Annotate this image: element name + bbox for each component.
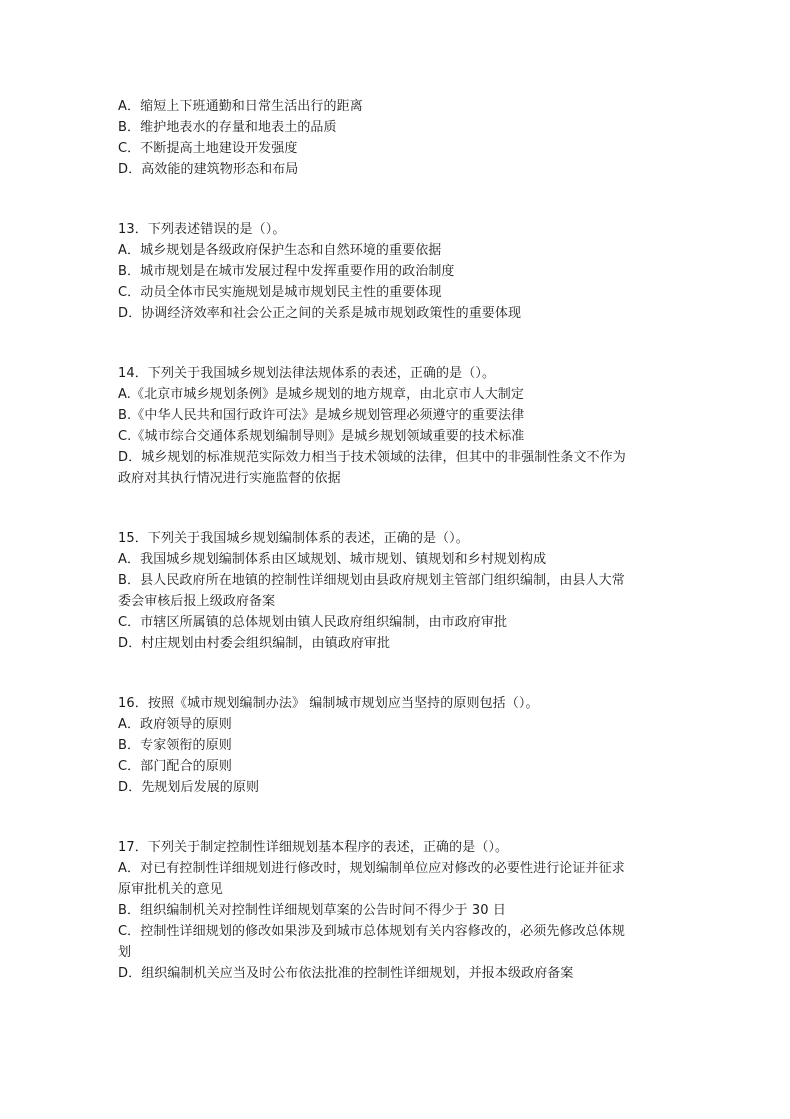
question-13 [118,219,678,324]
q14-stem: 14．下列关于我国城乡规划法律法规体系的表述，正确的是（）。 [118,366,496,381]
q16-option-d: D．先规划后发展的原则 [118,780,260,795]
q13-option-a: A．城乡规划是各级政府保护生态和自然环境的重要依据 [118,243,442,258]
q14-option-d-line2: 政府对其执行情况进行实施监督的依据 [118,471,341,486]
q14-option-d-line1: D．城乡规划的标准规范实际效力相当于技术领域的法律，但其中的非强制性条文不作为 [118,450,626,465]
q12-option-c: C．不断提高土地建设开发强度 [118,141,298,156]
q13-stem: 13．下列表述错误的是（）。 [118,222,286,237]
document-content [118,96,678,984]
q16-option-c: C．部门配合的原则 [118,759,232,774]
q13-option-c: C．动员全体市民实施规划是城市规划民主性的重要体现 [118,285,442,300]
spacer [118,324,678,363]
spacer [118,654,678,693]
q15-option-a: A．我国城乡规划编制体系由区域规划、城市规划、镇规划和乡村规划构成 [118,552,547,567]
q17-option-b: B．组织编制机关对控制性详细规划草案的公告时间不得少于 30 日 [118,903,506,918]
q15-option-c: C．市辖区所属镇的总体规划由镇人民政府组织编制，由市政府审批 [118,615,508,630]
question-14 [118,363,678,489]
q17-option-c-line1: C．控制性详细规划的修改如果涉及到城市总体规划有关内容修改的，必须先修改总体规 [118,924,625,939]
q16-option-a: A．政府领导的原则 [118,717,232,732]
q17-option-a-line2: 原审批机关的意见 [118,882,223,897]
q12-option-a: A．缩短上下班通勤和日常生活出行的距离 [118,99,363,114]
q16-option-b: B．专家领衔的原则 [118,738,232,753]
q14-option-c: C.《城市综合交通体系规划编制导则》是城乡规划领域重要的技术标准 [118,429,525,444]
spacer [118,180,678,219]
spacer [118,489,678,528]
q15-stem: 15．下列关于我国城乡规划编制体系的表述，正确的是（）。 [118,531,469,546]
q13-option-d: D．协调经济效率和社会公正之间的关系是城市规划政策性的重要体现 [118,306,522,321]
question-17 [118,837,678,984]
q17-option-c-line2: 划 [118,945,132,960]
q12-option-b: B．维护地表水的存量和地表土的品质 [118,120,337,135]
q15-option-b-line2: 委会审核后报上级政府备案 [118,594,276,609]
q14-option-b: B.《中华人民共和国行政许可法》是城乡规划管理必须遵守的重要法律 [118,408,525,423]
question-16 [118,693,678,798]
q15-option-d: D．村庄规划由村委会组织编制，由镇政府审批 [118,636,391,651]
q16-stem: 16．按照《城市规划编制办法》 编制城市规划应当坚持的原则包括（）。 [118,696,539,711]
q17-stem: 17．下列关于制定控制性详细规划基本程序的表述，正确的是（）。 [118,840,509,855]
question-15 [118,528,678,654]
q17-option-a-line1: A．对已有控制性详细规划进行修改时，规划编制单位应对修改的必要性进行论证并征求 [118,861,625,876]
question-12-options [118,96,678,180]
q17-option-d: D．组织编制机关应当及时公布依法批准的控制性详细规划，并报本级政府备案 [118,966,574,981]
spacer [118,798,678,837]
q14-option-a: A.《北京市城乡规划条例》是城乡规划的地方规章，由北京市人大制定 [118,387,524,402]
q15-option-b-line1: B．县人民政府所在地镇的控制性详细规划由县政府规划主管部门组织编制，由县人大常 [118,573,625,588]
q12-option-d: D．高效能的建筑物形态和布局 [118,162,299,177]
q13-option-b: B．城市规划是在城市发展过程中发挥重要作用的政治制度 [118,264,455,279]
